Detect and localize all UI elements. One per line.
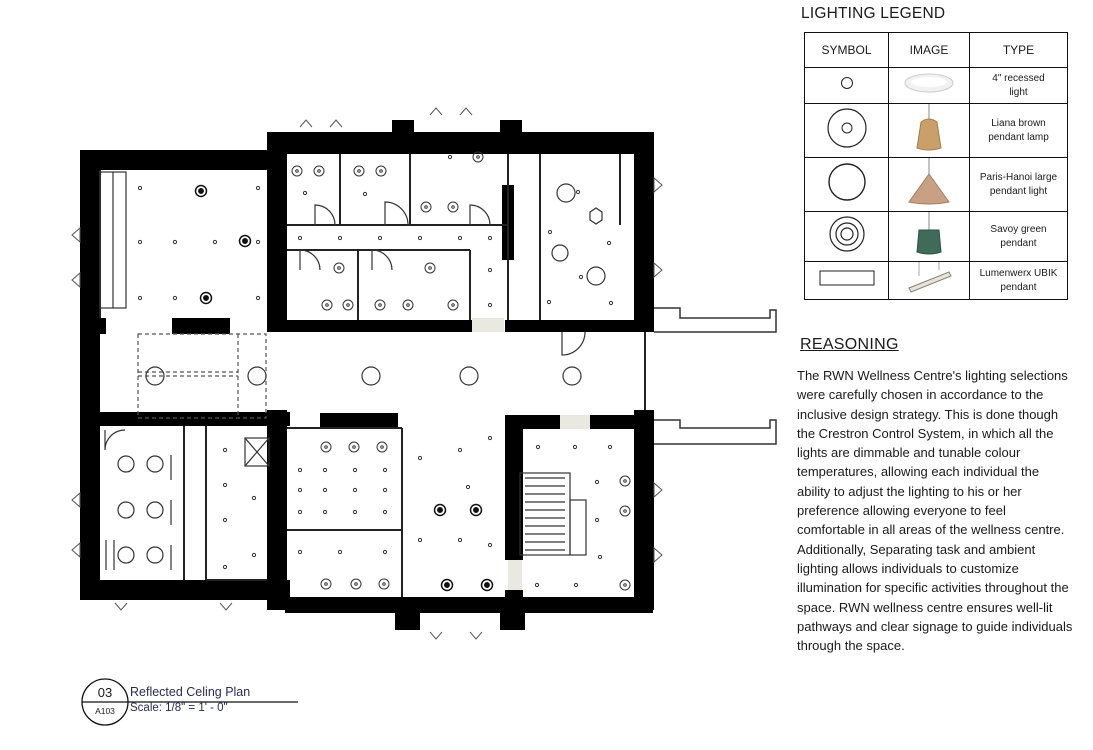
legend-header-image: IMAGE xyxy=(889,33,970,68)
cone-pendant-image-icon xyxy=(889,158,970,212)
green-pendant-image-icon xyxy=(889,212,970,262)
window-strip-left xyxy=(100,172,126,308)
rectangle-symbol-icon xyxy=(805,262,889,300)
legend-header-symbol: SYMBOL xyxy=(805,33,889,68)
double-circle-symbol-icon xyxy=(805,104,889,158)
light-recessed-small xyxy=(138,155,612,586)
legend-type-line2: pendant xyxy=(1000,281,1037,293)
exterior-walls xyxy=(80,120,654,630)
legend-type-line1: Paris-Hanoi large xyxy=(979,171,1058,183)
annex-outline-right xyxy=(654,308,776,444)
legend-header-row xyxy=(805,33,1068,68)
legend-type-line2: pendant xyxy=(1000,237,1037,249)
legend-type-line1: 4" recessed xyxy=(992,72,1045,84)
reasoning-body: The RWN Wellness Centre's lighting selections were carefully chosen in accordance to the inclusive design strategy. This is done though the Crestron Control System, in which all the lights are dimmable and tunable colour temperatures, allowing each individual the ability to adjust the lighting to his or her preference allowing everyone to feel comfortable in all areas of the wellness centre. Additionally, Separating task and ambient lighting allows individuals to customize illumination for specific activities throughout the space. RWN wellness centre ensures well-lit pathways and clear signage to guide individuals through the space. xyxy=(797,368,1073,654)
corridor-dashed-zone xyxy=(138,334,266,418)
light-paris-hanoi-large xyxy=(118,184,605,563)
legend-type-line1: Liana brown xyxy=(991,117,1046,129)
legend-row xyxy=(805,68,1068,104)
legend-row xyxy=(805,262,1068,300)
legend-type-cell xyxy=(970,158,1068,212)
legend-type-line2: light xyxy=(1009,86,1028,98)
plan-tag-number: 03 xyxy=(97,685,113,700)
plan-scale: Scale: 1/8" = 1' - 0" xyxy=(130,702,228,714)
legend-type-cell xyxy=(970,68,1068,104)
woven-pendant-image-icon xyxy=(889,104,970,158)
legend-header-type: TYPE xyxy=(970,33,1068,68)
large-circle-symbol-icon xyxy=(805,158,889,212)
light-fill-blocks xyxy=(472,318,590,590)
legend-row xyxy=(805,104,1068,158)
triple-circle-symbol-icon xyxy=(805,212,889,262)
legend-type-line2: pendant light xyxy=(989,185,1048,197)
legend-type-line2: pendant lamp xyxy=(988,131,1049,143)
elevator xyxy=(245,438,269,466)
small-circle-symbol-icon xyxy=(805,68,889,104)
linear-pendant-image-icon xyxy=(889,262,970,300)
plan-title: Reflected Celing Plan xyxy=(130,685,251,699)
legend-title: LIGHTING LEGEND xyxy=(801,5,946,22)
plan-tag-sheet: A103 xyxy=(95,706,115,716)
legend-type-line1: Lumenwerx UBIK xyxy=(979,267,1058,279)
stair-unit xyxy=(520,473,586,555)
lighting-legend-table xyxy=(804,32,1068,300)
legend-type-cell xyxy=(970,262,1068,300)
legend-type-cell xyxy=(970,104,1068,158)
reasoning-title: REASONING xyxy=(800,336,899,353)
legend-row xyxy=(805,158,1068,212)
light-linear-ubik xyxy=(106,455,171,570)
legend-type-line1: Savoy green xyxy=(990,223,1047,235)
recessed-light-image-icon xyxy=(889,68,970,104)
legend-row xyxy=(805,212,1068,262)
legend-type-cell xyxy=(970,212,1068,262)
